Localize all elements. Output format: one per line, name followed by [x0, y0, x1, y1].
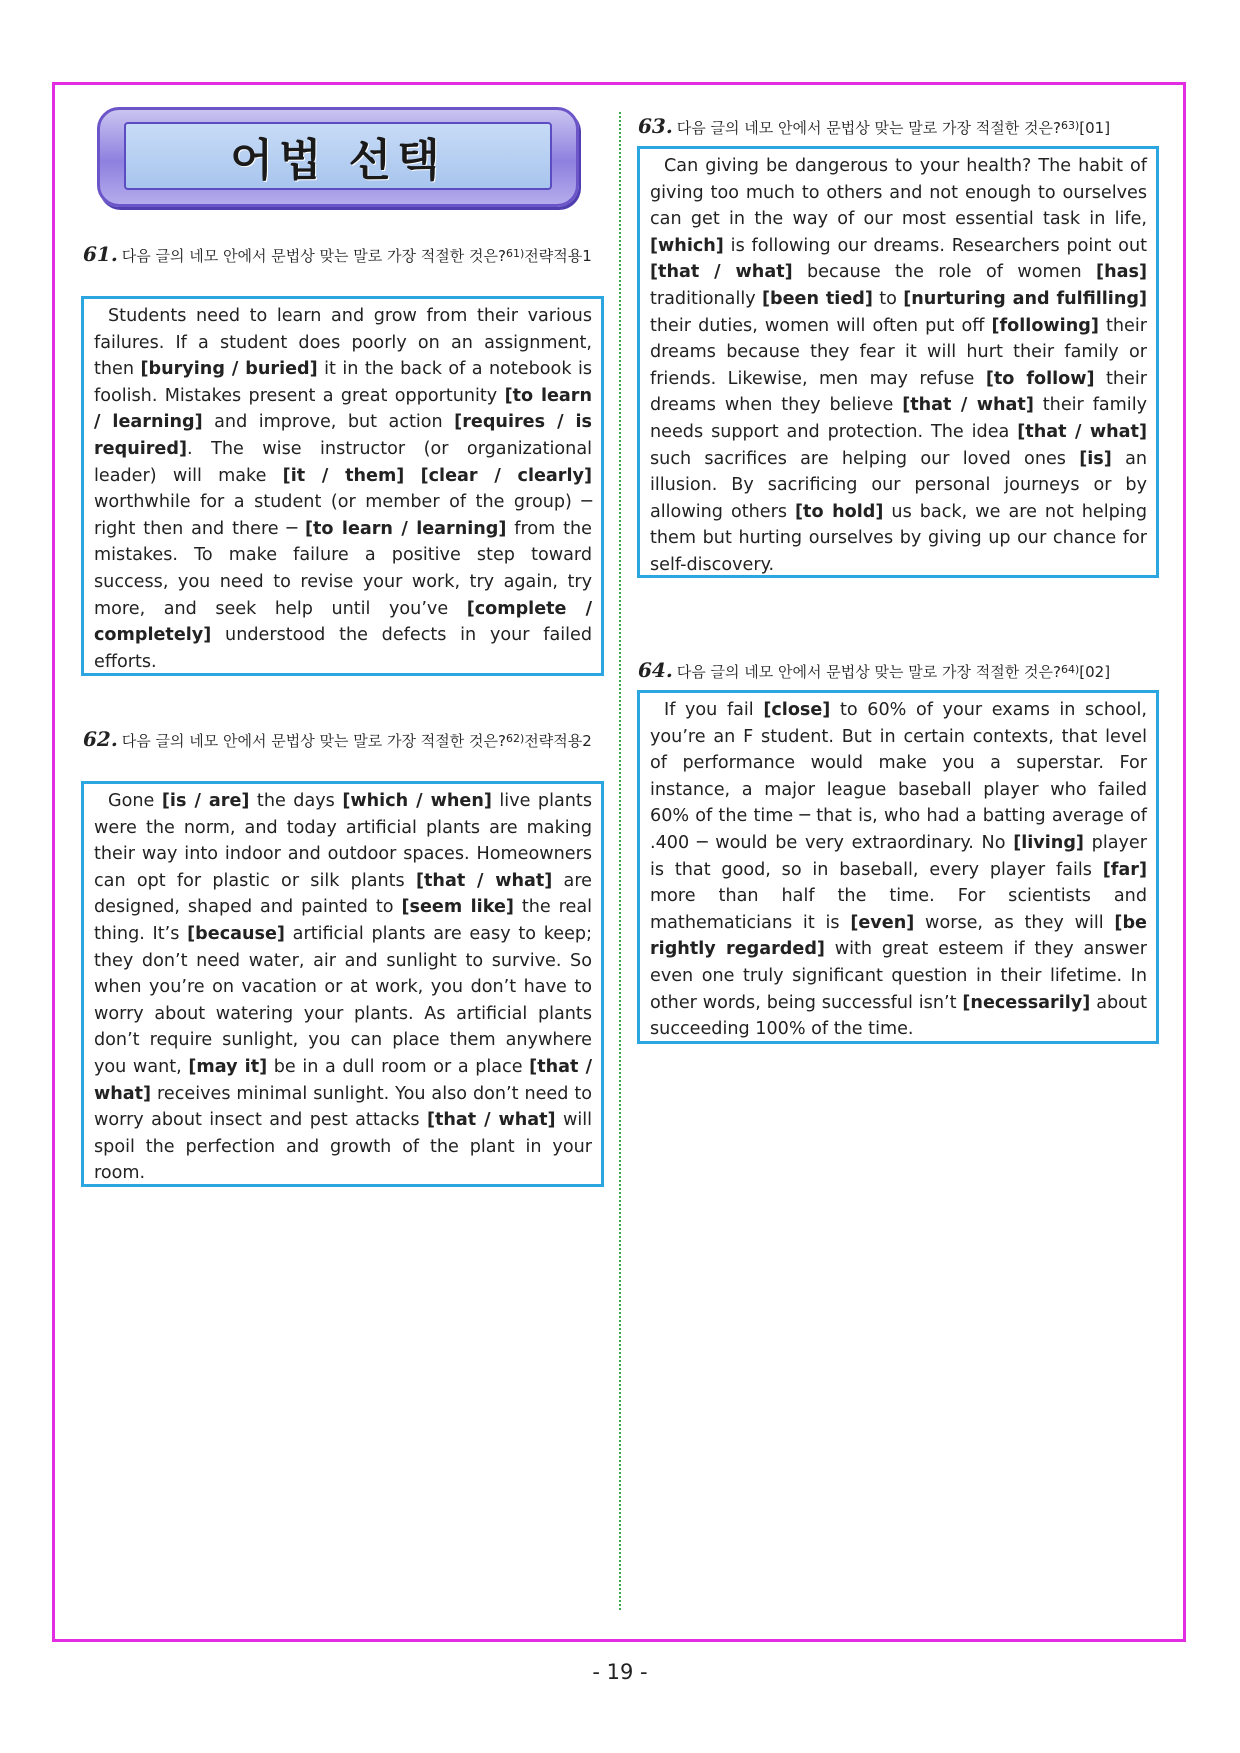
- title-banner-inner: [124, 122, 552, 190]
- grammar-choice: [that / what]: [415, 870, 553, 891]
- grammar-choice: [which]: [650, 235, 724, 256]
- grammar-choice: [to learn / learning]: [94, 385, 593, 433]
- passage-segment: receives minimal sunlight. You also don’t need to worry about insect and pest attacks: [94, 1083, 592, 1131]
- question-prompt: 다음 글의 네모 안에서 문법상 맞는 말로 가장 적절한 것은?: [121, 247, 506, 265]
- grammar-choice: [far]: [1102, 859, 1147, 880]
- passage-segment: their dreams when they believe: [650, 368, 1147, 416]
- grammar-choice: [complete / completely]: [94, 598, 592, 646]
- grammar-choice: [to hold]: [795, 501, 884, 522]
- question-prompt: 다음 글의 네모 안에서 문법상 맞는 말로 가장 적절한 것은?: [676, 119, 1061, 137]
- passage-segment: an illusion. By sacrificing our personal journeys or by allowing others: [650, 448, 1147, 522]
- question-64-passage: [637, 690, 1159, 1044]
- passage-segment: player is that good, so in baseball, every player fails: [650, 832, 1147, 880]
- passage-segment: is following our dreams. Researchers point out: [723, 235, 1147, 256]
- grammar-choice: [living]: [1013, 832, 1084, 853]
- passage-segment: will spoil the perfection and growth of the plant in your room.: [94, 1110, 592, 1184]
- passage-text: [650, 697, 1147, 1043]
- question-61-passage: [81, 296, 604, 676]
- question-63-header: [638, 116, 1156, 138]
- passage-segment: their dreams because they fear it will hurt their family or friends. Likewise, men may refuse: [650, 315, 1147, 389]
- passage-segment: their duties, women will often put off: [650, 315, 992, 336]
- grammar-choice: [that / what]: [1017, 421, 1147, 442]
- passage-segment: are designed, shaped and painted to: [94, 870, 593, 918]
- question-tag: 전략적용1: [524, 247, 592, 265]
- grammar-choice: [to learn / learning]: [304, 518, 507, 539]
- passage-segment: live plants were the norm, and today artificial plants are making their way into indoor and outdoor spaces. Homeowners can opt for plastic or silk plants: [94, 791, 592, 891]
- grammar-choice: [necessarily]: [962, 992, 1091, 1013]
- question-prompt: 다음 글의 네모 안에서 문법상 맞는 말로 가장 적절한 것은?: [676, 663, 1061, 681]
- question-ref: 61): [505, 247, 525, 260]
- passage-segment: from the mistakes. To make failure a positive step toward success, you need to revise your work, try again, try more, and seek help until you’ve: [94, 518, 592, 619]
- question-ref: 64): [1060, 663, 1080, 676]
- page-number: - 19 -: [592, 1660, 648, 1684]
- question-62-passage: [81, 781, 604, 1187]
- grammar-choice: [be rightly regarded]: [650, 912, 1147, 960]
- question-ref: 63): [1060, 119, 1080, 132]
- passage-segment: us back, we are not helping them but hurting ourselves by giving up our chance for self-discovery.: [650, 501, 1148, 575]
- grammar-choice: [it / them]: [282, 465, 405, 486]
- passage-text: [94, 303, 592, 675]
- passage-segment: understood the defects in your failed efforts.: [94, 625, 592, 672]
- question-ref: 62): [505, 732, 525, 745]
- question-64-header: [638, 660, 1156, 682]
- passage-segment: to: [872, 288, 904, 309]
- grammar-choice: [clear / clearly]: [420, 465, 592, 486]
- grammar-choice: [has]: [1096, 262, 1147, 283]
- passage-segment: If you fail: [664, 700, 764, 720]
- passage-segment: about succeeding 100% of the time.: [650, 992, 1147, 1040]
- grammar-choice: [because]: [187, 923, 285, 944]
- grammar-choice: [that / what]: [94, 1056, 592, 1104]
- question-number: 62.: [83, 727, 118, 751]
- passage-segment: such sacrifices are helping our loved ones: [650, 448, 1080, 469]
- passage-segment: Students need to learn and grow from their various failures. If a student does poorly on an assignment, then: [94, 306, 592, 380]
- column-divider: [619, 112, 621, 1610]
- question-63-passage: [637, 146, 1159, 578]
- passage-text: [94, 788, 592, 1187]
- passage-segment: [404, 466, 420, 486]
- grammar-choice: [is]: [1079, 448, 1112, 469]
- question-61-header: [83, 244, 605, 266]
- passage-segment: to 60% of your exams in school, you’re an F student. But in certain contexts, that level of performance would make you a superstar. For instance, a major league baseball player who failed 60% of the time ─ that is, who had a batting average of .400 ─ would be very extraordinary. No: [650, 700, 1147, 853]
- grammar-choice: [close]: [763, 700, 831, 720]
- passage-segment: be in a dull room or a place: [267, 1056, 530, 1077]
- passage-segment: it in the back of a notebook is foolish. Mistakes present a great opportunity: [94, 359, 592, 406]
- grammar-choice: [to follow]: [985, 368, 1095, 389]
- question-prompt: 다음 글의 네모 안에서 문법상 맞는 말로 가장 적절한 것은?: [121, 732, 506, 750]
- grammar-choice: [nurturing and fulfilling]: [903, 288, 1147, 309]
- question-tag: [01]: [1079, 119, 1111, 137]
- passage-segment: traditionally: [650, 288, 762, 309]
- grammar-choice: [been tied]: [761, 288, 873, 309]
- page-title: 어법 선택: [230, 135, 446, 186]
- passage-segment: with great esteem if they answer even one truly significant question in their lifetime. In other words, being successful isn’t: [650, 939, 1147, 1013]
- passage-segment: Can giving be dangerous to your health? The habit of giving too much to others and not enough to ourselves can get in the way of our most essential task in life,: [650, 156, 1147, 230]
- passage-segment: because the role of women: [792, 262, 1097, 283]
- grammar-choice: [is / are]: [161, 791, 250, 811]
- question-62-header: [83, 729, 605, 751]
- grammar-choice: [that / what]: [902, 395, 1034, 416]
- grammar-choice: [which / when]: [342, 791, 492, 811]
- passage-segment: . The wise instructor (or organizational leader) will make: [94, 438, 592, 486]
- question-tag: 전략적용2: [524, 732, 592, 750]
- passage-segment: worthwhile for a student (or member of the group) ─ right then and there ─: [94, 492, 592, 539]
- grammar-choice: [may it]: [188, 1056, 268, 1077]
- passage-segment: their family needs support and protection. The idea: [650, 395, 1147, 442]
- grammar-choice: [even]: [850, 912, 915, 933]
- passage-segment: the real thing. It’s: [94, 897, 592, 944]
- question-tag: [02]: [1079, 663, 1111, 681]
- question-number: 64.: [638, 658, 673, 682]
- passage-segment: and improve, but action: [202, 412, 455, 433]
- question-number: 61.: [83, 242, 118, 266]
- grammar-choice: [that / what]: [650, 262, 793, 283]
- grammar-choice: [requires / is required]: [94, 412, 593, 459]
- grammar-choice: [seem like]: [401, 897, 514, 918]
- question-number: 63.: [638, 114, 673, 138]
- title-banner: [97, 107, 579, 207]
- passage-segment: worse, as they will: [914, 912, 1115, 933]
- grammar-choice: [burying / buried]: [140, 359, 318, 380]
- passage-segment: the days: [249, 791, 343, 811]
- passage-segment: artificial plants are easy to keep; they don’t need water, air and sunlight to survive. So when you’re on vacation or at work, you don’t have to worry about watering your plants. As artificial plants don’t require sunlight, you can place them anywhere you want,: [94, 923, 592, 1077]
- passage-segment: more than half the time. For scientists and mathematicians it is: [650, 886, 1147, 933]
- passage-text: [650, 153, 1147, 579]
- grammar-choice: [following]: [991, 315, 1099, 336]
- passage-segment: Gone: [108, 791, 162, 811]
- grammar-choice: [that / what]: [426, 1110, 556, 1131]
